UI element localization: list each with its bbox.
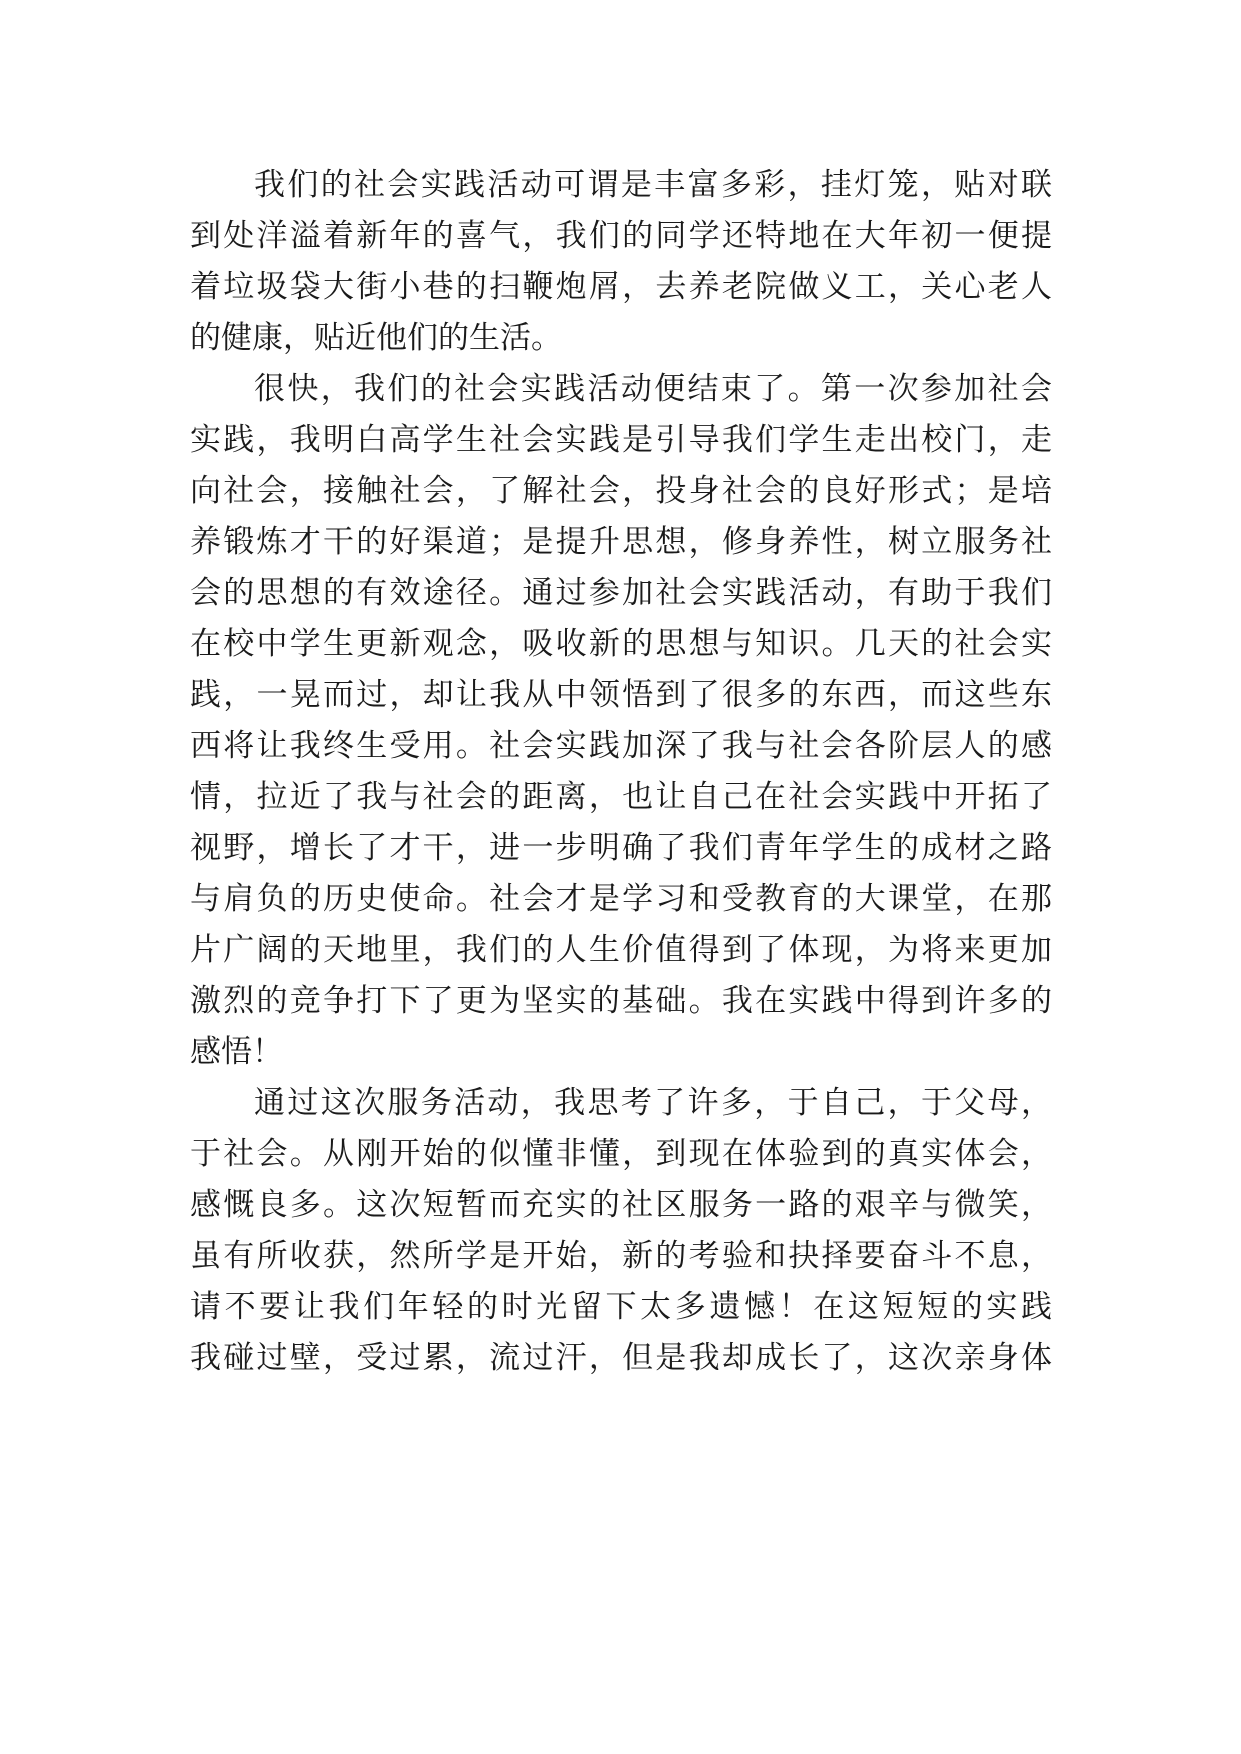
paragraph-line: 我碰过壁，受过累，流过汗，但是我却成长了，这次亲身体 (190, 1340, 1052, 1376)
paragraph-line: 于社会。从刚开始的似懂非懂，到现在体验到的真实体会， (190, 1136, 1052, 1172)
paragraph-line: 感悟！ (190, 1034, 283, 1070)
paragraph-line: 情，拉近了我与社会的距离，也让自己在社会实践中开拓了 (190, 779, 1052, 815)
paragraph-line: 感慨良多。这次短暂而充实的社区服务一路的艰辛与微笑， (190, 1187, 1052, 1223)
document-body (190, 160, 1052, 1384)
paragraph-line: 养锻炼才干的好渠道；是提升思想，修身养性，树立服务社 (190, 524, 1052, 560)
paragraph-line: 的健康，贴近他们的生活。 (190, 320, 562, 356)
paragraph-line: 践，一晃而过，却让我从中领悟到了很多的东西，而这些东 (190, 677, 1052, 713)
paragraph-line: 与肩负的历史使命。社会才是学习和受教育的大课堂，在那 (190, 881, 1052, 917)
paragraph-line: 着垃圾袋大街小巷的扫鞭炮屑，去养老院做义工，关心老人 (190, 269, 1052, 305)
paragraph-line: 虽有所收获，然所学是开始，新的考验和抉择要奋斗不息， (190, 1238, 1052, 1274)
paragraph-2 (190, 364, 1052, 1078)
paragraph-line: 视野，增长了才干，进一步明确了我们青年学生的成材之路 (190, 830, 1052, 866)
paragraph-line: 我们的社会实践活动可谓是丰富多彩，挂灯笼，贴对联 (254, 167, 1052, 203)
paragraph-1 (190, 160, 1052, 364)
paragraph-line: 片广阔的天地里，我们的人生价值得到了体现，为将来更加 (190, 932, 1052, 968)
paragraph-line: 实践，我明白高学生社会实践是引导我们学生走出校门，走 (190, 422, 1052, 458)
paragraph-line: 到处洋溢着新年的喜气，我们的同学还特地在大年初一便提 (190, 218, 1052, 254)
paragraph-line: 会的思想的有效途径。通过参加社会实践活动，有助于我们 (190, 575, 1052, 611)
paragraph-3 (190, 1078, 1052, 1384)
paragraph-line: 激烈的竞争打下了更为坚实的基础。我在实践中得到许多的 (190, 983, 1052, 1019)
paragraph-line: 请不要让我们年轻的时光留下太多遗憾！在这短短的实践 (190, 1289, 1052, 1325)
paragraph-line: 通过这次服务活动，我思考了许多，于自己，于父母， (254, 1085, 1052, 1121)
paragraph-line: 向社会，接触社会，了解社会，投身社会的良好形式；是培 (190, 473, 1052, 509)
paragraph-line: 在校中学生更新观念，吸收新的思想与知识。几天的社会实 (190, 626, 1052, 662)
paragraph-line: 很快，我们的社会实践活动便结束了。第一次参加社会 (254, 371, 1052, 407)
paragraph-line: 西将让我终生受用。社会实践加深了我与社会各阶层人的感 (190, 728, 1052, 764)
